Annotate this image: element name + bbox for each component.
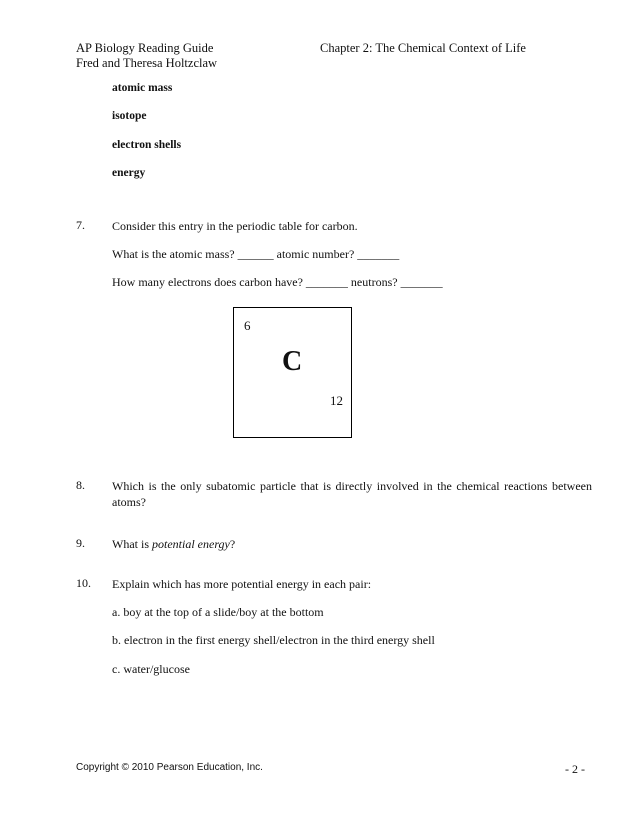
atomic-number: 6 — [244, 318, 251, 333]
header-authors: Fred and Theresa Holtzclaw — [76, 56, 218, 70]
question-10-a: a. boy at the top of a slide/boy at the bottom — [112, 605, 324, 619]
question-9-prefix: What is — [112, 537, 152, 551]
question-7-number: 7. — [76, 218, 85, 232]
header-chapter: Chapter 2: The Chemical Context of Life — [320, 41, 526, 55]
question-10-c: c. water/glucose — [112, 662, 190, 676]
question-10-b: b. electron in the first energy shell/electron in the third energy shell — [112, 633, 435, 647]
question-8-text: Which is the only subatomic particle that is directly involved in the chemical reactions between atoms? — [112, 479, 592, 509]
atomic-mass: 12 — [330, 393, 343, 408]
question-7-line2: How many electrons does carbon have? _______ neutrons? _______ — [112, 275, 443, 289]
question-7-text: Consider this entry in the periodic table for carbon. — [112, 219, 358, 233]
footer-page-number: - 2 - — [565, 762, 585, 776]
term-atomic-mass: atomic mass — [112, 82, 173, 94]
question-10-number: 10. — [76, 576, 91, 590]
term-electron-shells: electron shells — [112, 139, 182, 151]
question-7-line1: What is the atomic mass? ______ atomic number? _______ — [112, 247, 400, 261]
question-9-text — [112, 536, 235, 552]
footer-copyright: Copyright © 2010 Pearson Education, Inc. — [76, 762, 263, 773]
periodic-table-entry — [233, 307, 352, 438]
question-9-suffix: ? — [229, 537, 236, 551]
header-title: AP Biology Reading Guide — [76, 41, 214, 55]
question-8-number: 8. — [76, 478, 85, 492]
question-9-number: 9. — [76, 536, 85, 550]
term-isotope: isotope — [112, 110, 147, 122]
term-energy: energy — [112, 167, 146, 179]
question-9-italic: potential energy — [152, 537, 230, 551]
element-symbol: C — [282, 346, 303, 377]
question-10-text: Explain which has more potential energy in each pair: — [112, 577, 372, 591]
